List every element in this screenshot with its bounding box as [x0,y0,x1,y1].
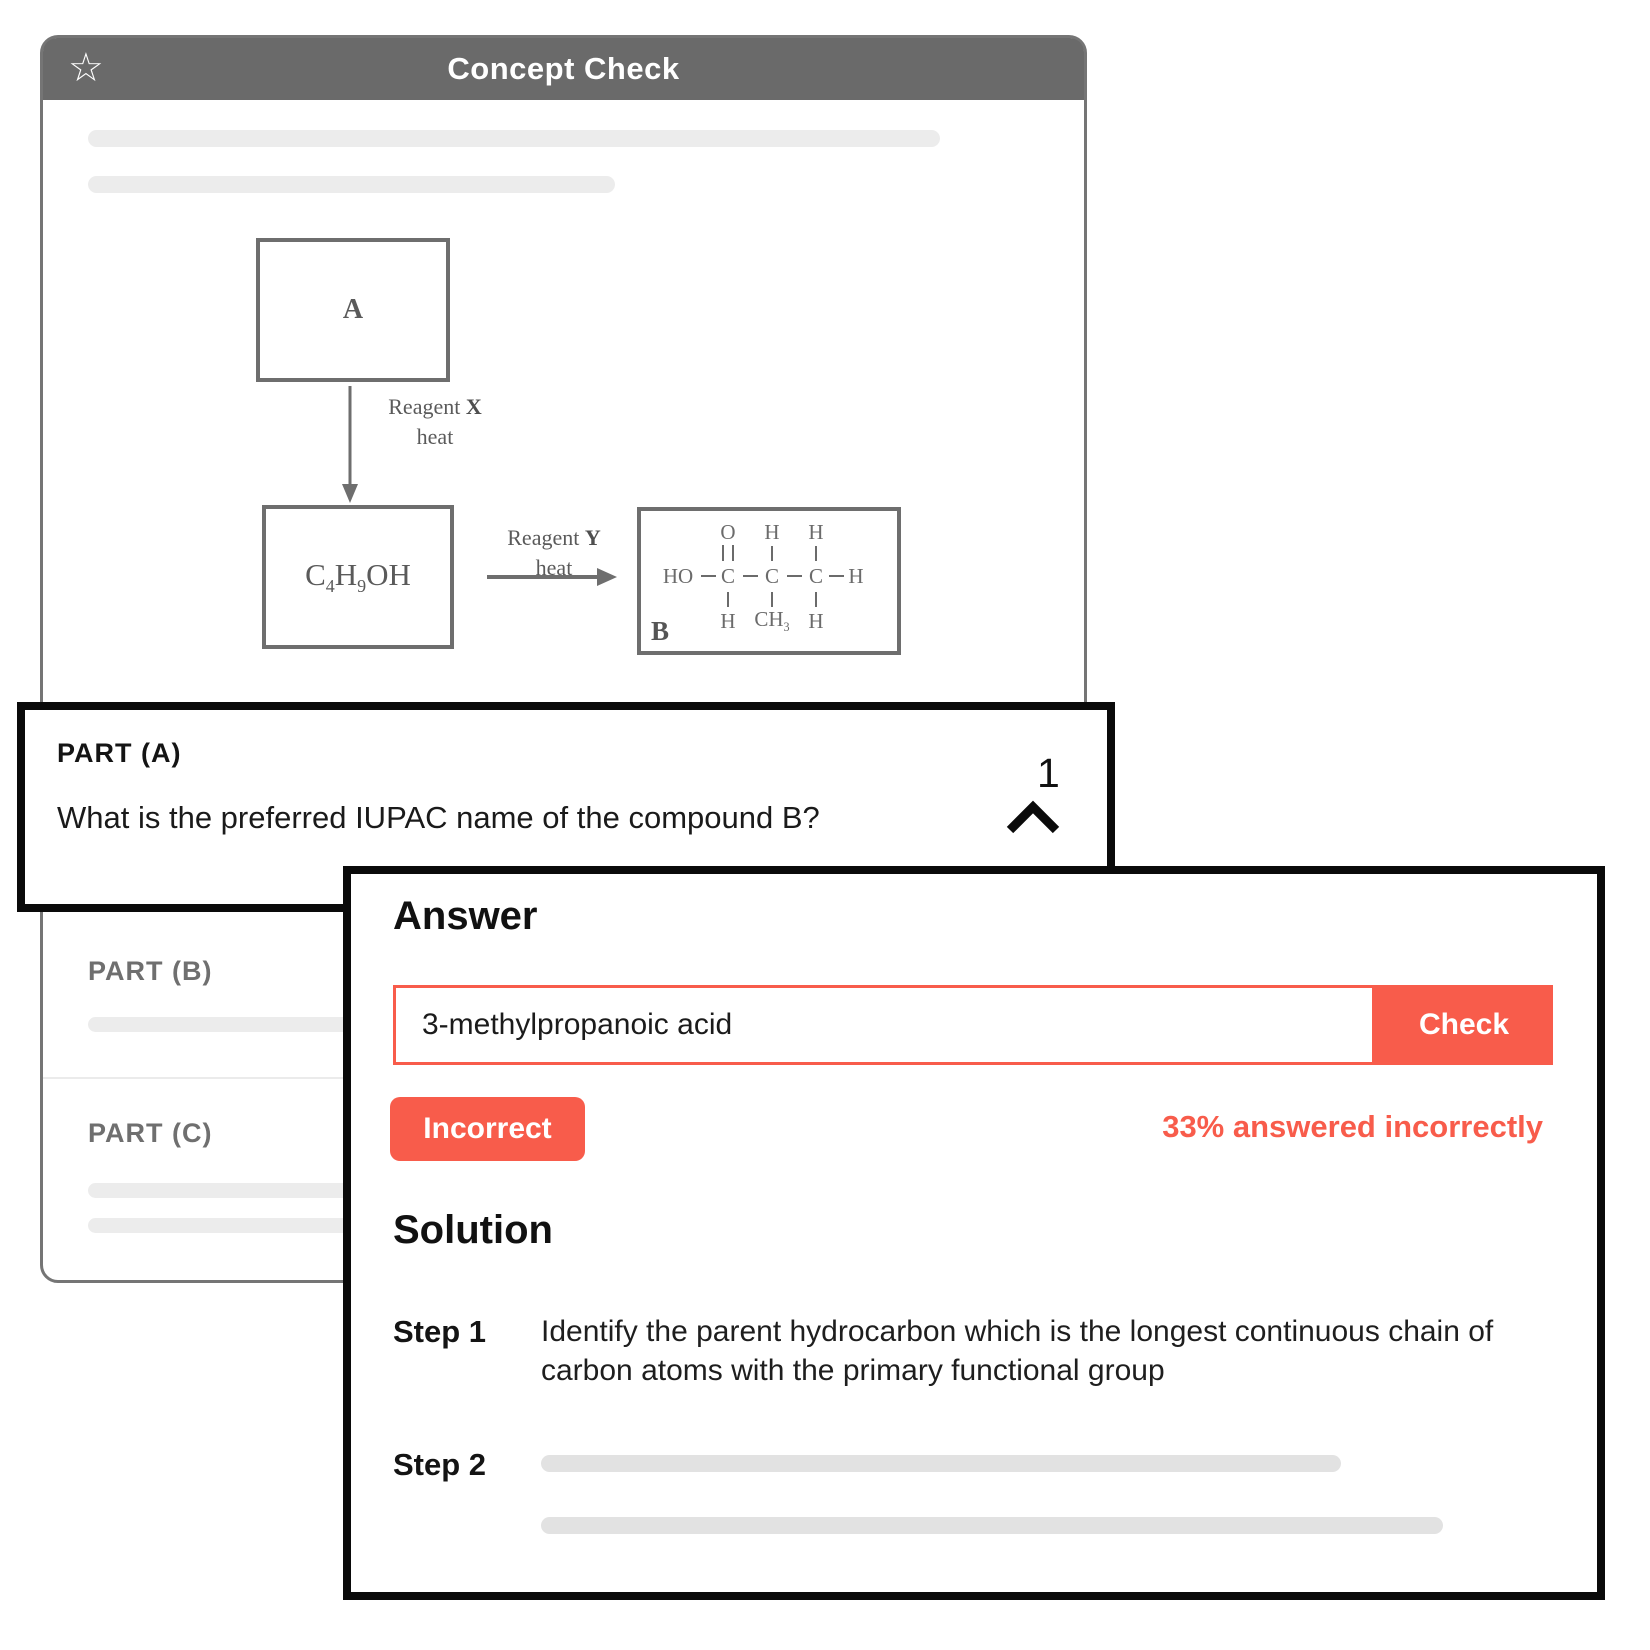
intermediate-formula: $C_4H_9OH$ [305,556,411,597]
atom-c: C [764,563,779,588]
single-bond [815,546,817,561]
reagent-x-label [365,392,505,452]
part-b-header[interactable]: PART (B) [88,956,213,986]
compound-a-label: A [342,294,364,325]
single-bond [743,575,758,577]
answer-panel [343,866,1605,1600]
solution-heading: Solution [393,1208,553,1252]
structural-formula [657,519,867,635]
answer-input[interactable] [393,985,1375,1065]
atom-h: H [808,608,824,633]
skeleton-line [88,176,615,193]
skeleton-line [541,1455,1341,1472]
skeleton-line [88,130,940,147]
check-button[interactable]: Check [1375,985,1553,1065]
atom-h: H [808,519,824,544]
compound-b-label: B [651,616,670,646]
single-bond [701,575,716,577]
step-2-label: Step 2 [393,1447,487,1482]
question-number: 1 [1037,750,1060,796]
reagent-x-heat: heat [416,424,454,449]
atom-c: C [720,563,735,588]
part-c-header[interactable]: PART (C) [88,1118,213,1148]
single-bond [787,575,802,577]
atom-ch3: $CH_3$ [754,606,790,635]
answer-heading: Answer [393,894,538,938]
right-arrow-icon [487,565,619,589]
reagent-y-bold: Y [584,525,601,550]
reagent-x-bold: X [465,394,482,419]
atom-ho: HO [662,563,694,588]
step-1-text: Identify the parent hydrocarbon which is the longest continuous chain of carbon atoms with the primary functional group [541,1315,1494,1387]
single-bond [727,592,729,607]
star-icon[interactable]: ☆ [68,46,104,90]
reagent-y-text: Reagent [507,525,585,550]
reagent-x-text: Reagent [388,394,466,419]
step-1-label: Step 1 [393,1314,487,1349]
single-bond [771,592,773,607]
atom-h: H [720,608,736,633]
compound-b-box [637,507,901,655]
down-arrow-icon [340,386,360,504]
card-title: Concept Check [447,51,680,86]
concept-check-header [43,38,1084,100]
part-a-question: What is the preferred IUPAC name of the compound B? [57,800,820,835]
single-bond [771,546,773,561]
compound-a-box [256,238,450,382]
compound-intermediate-box [262,505,454,649]
atom-o: O [720,519,736,544]
atom-h: H [764,519,780,544]
skeleton-line [541,1517,1443,1534]
reagent-y-heat: heat [535,555,573,580]
double-bond [722,545,734,561]
atom-c: C [808,563,823,588]
incorrect-badge: Incorrect [390,1097,585,1161]
single-bond [815,592,817,607]
single-bond [829,575,844,577]
atom-h: H [848,563,864,588]
answer-stats: 33% answered incorrectly [1162,1109,1543,1144]
chevron-up-icon[interactable] [1002,798,1064,838]
part-a-label: PART (A) [57,738,182,768]
